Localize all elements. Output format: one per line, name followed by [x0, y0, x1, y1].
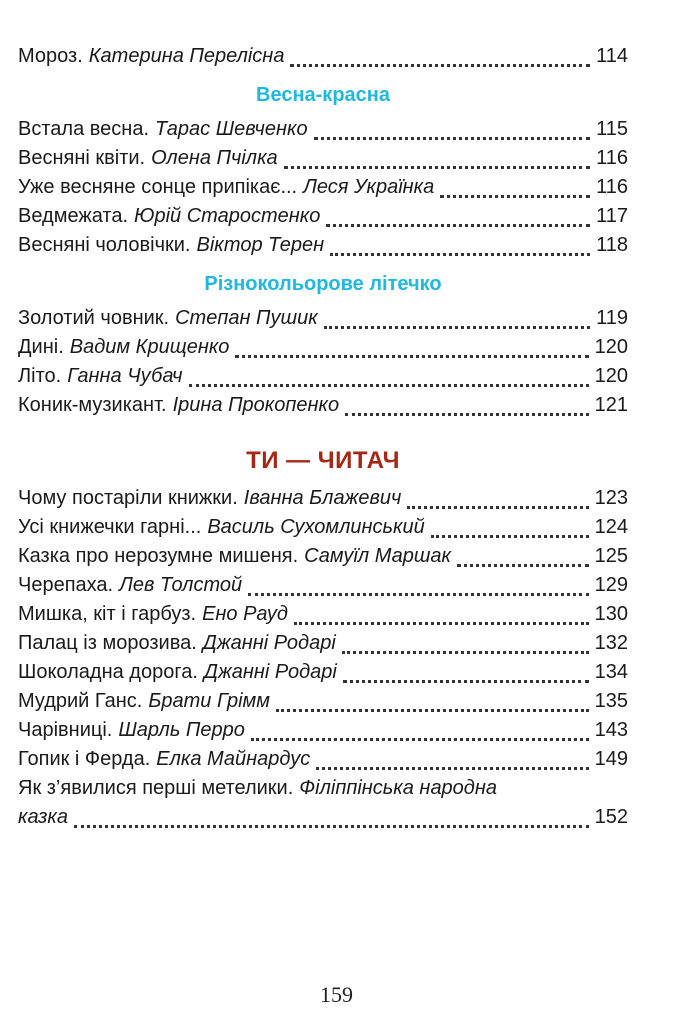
entry-title: Чому постаріли книжки. — [18, 487, 238, 509]
toc-entry — [18, 513, 628, 542]
entry-author: Джанні Родарі — [203, 661, 337, 683]
entry-title: Весняні чоловічки. — [18, 234, 191, 256]
entry-author: Ірина Прокопенко — [172, 394, 340, 416]
entry-title: Шоколадна дорога. — [18, 661, 198, 683]
toc-entry — [18, 629, 628, 658]
toc-entry — [18, 391, 628, 420]
dot-leader — [324, 318, 590, 329]
entry-page: 124 — [594, 516, 628, 538]
toc-entry — [18, 658, 628, 687]
entry-author: Віктор Терен — [196, 234, 325, 256]
toc-entry — [18, 745, 628, 774]
entry-title: Встала весна. — [18, 118, 149, 140]
entry-title: Як з’явилися перші метелики. — [18, 777, 294, 799]
toc-entry — [18, 333, 628, 362]
entry-author: Філіппінська народна — [299, 777, 497, 799]
dot-leader — [189, 376, 589, 387]
entry-page: 115 — [596, 118, 628, 140]
entry-author: Степан Пушик — [175, 307, 318, 329]
entry-page: 143 — [594, 719, 628, 741]
table-of-contents — [18, 42, 628, 832]
entry-page: 120 — [594, 365, 628, 387]
entry-title: Коник-музикант. — [18, 394, 167, 416]
dot-leader — [330, 245, 590, 256]
entry-page: 119 — [596, 307, 628, 329]
entry-title: Уже весняне сонце припікає... — [18, 176, 298, 198]
dot-leader — [316, 759, 588, 770]
entry-title: Черепаха. — [18, 574, 114, 596]
page-number: 159 — [320, 982, 353, 1007]
section-heading-spring: Весна-красна — [256, 84, 390, 106]
entry-page: 149 — [594, 748, 628, 770]
entry-page: 134 — [594, 661, 628, 683]
dot-leader — [235, 347, 588, 358]
toc-entry — [18, 542, 628, 571]
dot-leader — [251, 730, 589, 741]
toc-entry — [18, 231, 628, 260]
dot-leader — [457, 556, 589, 567]
entry-author: Шарль Перро — [118, 719, 245, 741]
toc-entry — [18, 202, 628, 231]
toc-entry — [18, 687, 628, 716]
entry-page: 121 — [594, 394, 628, 416]
toc-entry-wrapped — [18, 774, 628, 832]
dot-leader — [342, 643, 589, 654]
entry-author: Самуїл Маршак — [304, 545, 451, 567]
entry-author: Юрій Старостенко — [134, 205, 321, 227]
dot-leader — [294, 614, 589, 625]
entry-title: Мороз. — [18, 45, 83, 67]
entry-page: 116 — [596, 176, 628, 198]
entry-title: Золотий човник. — [18, 307, 170, 329]
entry-author: Леся Українка — [303, 176, 435, 198]
dot-leader — [345, 405, 589, 416]
entry-author: Олена Пчілка — [151, 147, 278, 169]
entry-page: 125 — [594, 545, 628, 567]
entry-author: Іванна Блажевич — [243, 487, 402, 509]
entry-title: Літо. — [18, 365, 62, 387]
entry-page: 129 — [594, 574, 628, 596]
toc-entry — [18, 484, 628, 513]
entry-author: Брати Грімм — [148, 690, 270, 712]
entry-author: Ено Рауд — [202, 603, 288, 625]
entry-page: 123 — [594, 487, 628, 509]
entry-page: 117 — [596, 205, 628, 227]
toc-entry — [18, 173, 628, 202]
toc-entry — [18, 144, 628, 173]
entry-author: Елка Майнардус — [156, 748, 311, 770]
dot-leader — [314, 129, 591, 140]
entry-author: Василь Сухомлинський — [207, 516, 425, 538]
entry-title: Дині. — [18, 336, 64, 358]
toc-entry — [18, 115, 628, 144]
dot-leader — [326, 216, 590, 227]
toc-entry — [18, 42, 628, 71]
entry-page: 132 — [594, 632, 628, 654]
entry-page: 118 — [596, 234, 628, 256]
entry-author: Лев Толстой — [119, 574, 243, 596]
dot-leader — [431, 527, 589, 538]
toc-entry — [18, 571, 628, 600]
entry-first-line — [18, 774, 628, 803]
entry-author-continued: казка — [18, 806, 68, 828]
entry-author: Катерина Перелісна — [88, 45, 285, 67]
entry-page: 135 — [594, 690, 628, 712]
entry-title: Гопик і Ферда. — [18, 748, 151, 770]
entry-author: Вадим Крищенко — [69, 336, 230, 358]
dot-leader — [407, 498, 588, 509]
dot-leader — [74, 817, 589, 828]
section-heading-summer: Різнокольорове літечко — [204, 273, 442, 295]
entry-page: 120 — [594, 336, 628, 358]
part-heading-reader: ТИ — ЧИТАЧ — [246, 447, 400, 474]
toc-entry — [18, 362, 628, 391]
toc-entry — [18, 304, 628, 333]
entry-second-line — [18, 803, 628, 832]
entry-title: Казка про нерозумне мишеня. — [18, 545, 299, 567]
toc-entry — [18, 600, 628, 629]
entry-author: Джанні Родарі — [202, 632, 336, 654]
entry-author: Тарас Шевченко — [155, 118, 308, 140]
entry-page: 114 — [596, 45, 628, 67]
entry-title: Мудрий Ганс. — [18, 690, 143, 712]
dot-leader — [290, 56, 590, 67]
entry-page: 130 — [594, 603, 628, 625]
dot-leader — [440, 187, 590, 198]
dot-leader — [248, 585, 588, 596]
entry-title: Весняні квіти. — [18, 147, 146, 169]
toc-entry — [18, 716, 628, 745]
dot-leader — [284, 158, 590, 169]
entry-title: Мишка, кіт і гарбуз. — [18, 603, 197, 625]
dot-leader — [276, 701, 589, 712]
entry-page: 116 — [596, 147, 628, 169]
entry-author: Ганна Чубач — [67, 365, 183, 387]
dot-leader — [343, 672, 589, 683]
entry-title: Усі книжечки гарні... — [18, 516, 202, 538]
entry-title: Чарівниці. — [18, 719, 113, 741]
entry-page: 152 — [594, 806, 628, 828]
entry-title: Палац із морозива. — [18, 632, 197, 654]
entry-title: Ведмежата. — [18, 205, 129, 227]
